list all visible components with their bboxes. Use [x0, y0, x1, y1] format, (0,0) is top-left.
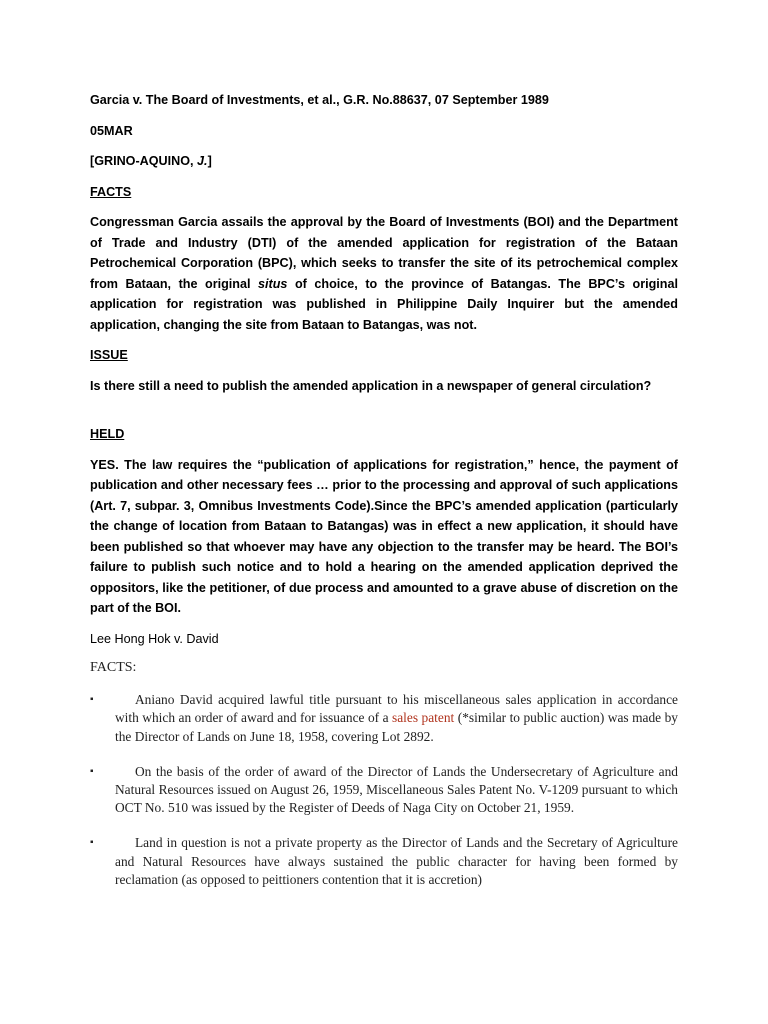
second-case-title: Lee Hong Hok v. David	[90, 631, 219, 646]
issue-heading: ISSUE	[90, 348, 128, 362]
list-item	[90, 834, 678, 889]
bullet-text: Aniano David acquired lawful title pursuant to his miscellaneous sales application in accordance with which an order of award and for issuance of a	[115, 692, 678, 726]
facts-text-start: Congressman Garcia assails the approval by the Board of Investments (BOI) and the Department of Trade and Industry (DTI) of the amended application for registration of the Bataan Petrochemical Corporation (BPC), which seeks to transfer the site of its petrochemical complex from Bataan, the original	[90, 215, 678, 291]
ponente-close: ]	[207, 154, 212, 168]
case-title: Garcia v. The Board of Investments, et al., G.R. No.88637, 07 September 1989	[90, 93, 549, 107]
facts-text-italic: situs	[258, 276, 288, 291]
case-date: 05MAR	[90, 123, 133, 138]
bullet-icon: ▪	[90, 837, 94, 849]
held-heading: HELD	[90, 427, 125, 441]
bullet-text: On the basis of the order of award of the Director of Lands the Undersecretary of Agriculture and Natural Resources issued on August 26, 1959, Miscellaneous Sales Patent No. V-1209 pursuant to which OCT No. 510 was issued by the Register of Deeds of Naga City on October 21, 1959.	[115, 763, 678, 816]
bullet-icon: ▪	[90, 694, 94, 706]
ponente	[90, 151, 678, 172]
ponente-name: [GRINO-AQUINO,	[90, 154, 198, 168]
spacer	[90, 406, 678, 424]
document-page	[90, 90, 678, 906]
facts-paragraph	[90, 212, 678, 335]
held-paragraph: YES. The law requires the “publication of applications for registration,” hence, the payment of publication and other necessary fees … prior to the processing and approval of such applications (Art. 7, subpar. 3, Omnibus Investments Code).Since the BPC’s amended application (particularly the change of location from Bataan to Batangas) was in effect a new application, it should have been published so that whoever may have any objection to the transfer may be heard. The BOI’s failure to publish such notice and to hold a hearing on the amended application deprived the oppositors, like the petitioner, of due process and amounted to a grave abuse of discretion on the part of the BOI.	[90, 457, 678, 615]
bullet-icon: ▪	[90, 765, 94, 777]
facts-text-end: of choice, to the province of Batangas. The BPC’s original application for registration was published in Philippine Daily Inquirer but the amended application, changing the site from Bataan to Batangas, was not.	[90, 276, 678, 332]
facts-heading: FACTS	[90, 184, 132, 199]
second-facts-heading: FACTS:	[90, 660, 137, 675]
list-item	[90, 691, 678, 746]
issue-text: Is there still a need to publish the amended application in a newspaper of general circulation?	[90, 378, 652, 393]
facts-bullet-list	[90, 691, 678, 889]
sales-patent-link[interactable]: sales patent	[392, 710, 455, 726]
bullet-text-end: (*similar to public auction) was made by the Director of Lands on June 18, 1958, covering Lot 2892.	[115, 710, 678, 744]
list-item	[90, 763, 678, 818]
bullet-text: Land in question is not a private property as the Director of Lands and the Secretary of Agriculture and Natural Resources have always sustained the public character for having been formed by reclamation (as opposed to peittioners contention that it is accretion)	[115, 835, 678, 887]
ponente-title: J.	[197, 154, 208, 168]
